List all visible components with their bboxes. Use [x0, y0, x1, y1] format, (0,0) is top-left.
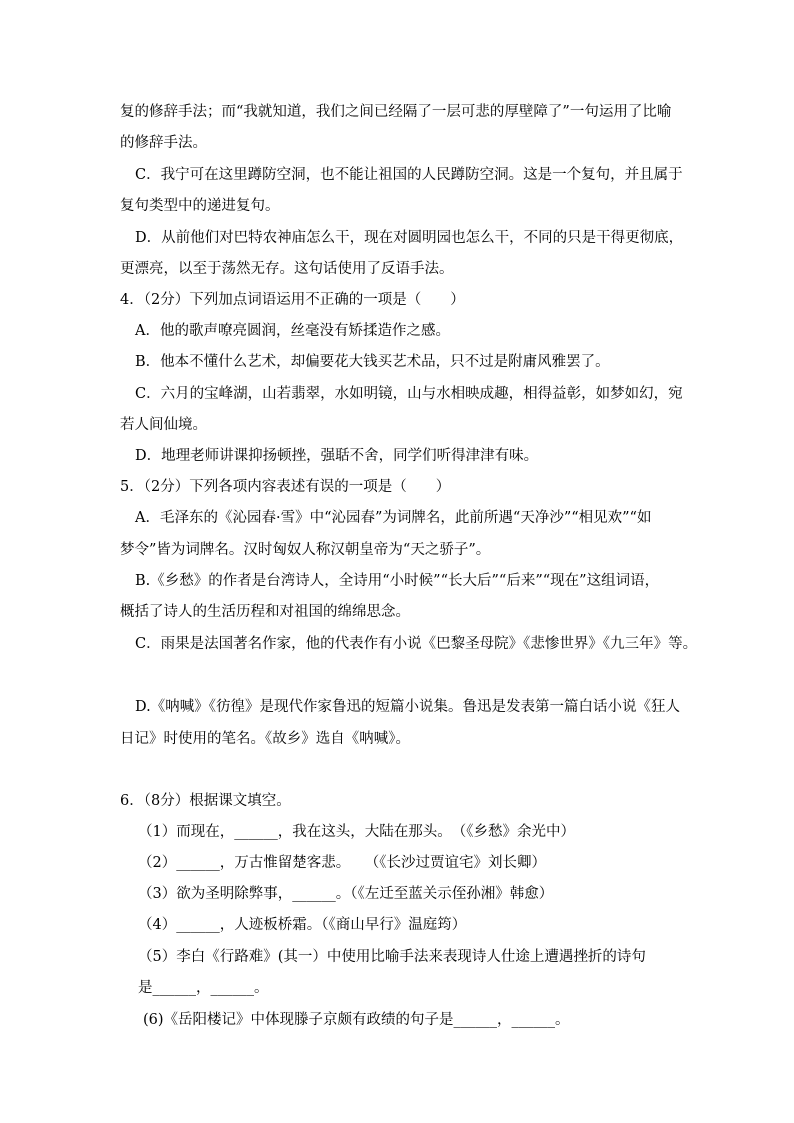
option-d: D．从前他们对巴特农神庙怎么干，现在对圆明园也怎么干，不同的只是干得更彻底，: [135, 230, 684, 246]
fill-blank-5-answer: 是______，______。: [138, 980, 269, 996]
fill-blank-3: （3）欲为圣明除弊事，______。（《左迁至蓝关示侄孙湘》韩愈）: [138, 886, 554, 902]
option-d: D.《呐喊》《彷徨》是现代作家鲁迅的短篇小说集。鲁迅是发表第一篇白话小说《狂人: [135, 699, 680, 715]
text-line: 日记》时使用的笔名。《故乡》选自《呐喊》。: [120, 731, 410, 747]
fill-blank-5: （5）李白《行路难》(其一）中使用比喻手法来表现诗人仕途上遭遇挫折的诗句: [138, 949, 646, 965]
option-a: A．他的歌声嘹亮圆润，丝毫没有矫揉造作之感。: [135, 323, 450, 339]
option-a: A．毛泽东的《沁园春·雪》中“沁园春”为词牌名，此前所遇“天净沙”“相见欢”“如: [135, 510, 652, 526]
option-b: B.《乡愁》的作者是台湾诗人，全诗用“小时候”“长大后”“后来”“现在”这组词语，: [135, 573, 660, 589]
question-4: 4．（2分）下列加点词语运用不正确的一项是（ ）: [120, 292, 465, 308]
option-c: C．雨果是法国著名作家，他的代表作有小说《巴黎圣母院》《悲惨世界》《九三年》等。: [135, 636, 698, 652]
option-c: C．六月的宝峰湖，山若翡翠，水如明镜，山与水相映成趣，相得益彰，如梦如幻，宛: [135, 386, 683, 402]
text-line: 更漂亮，以至于荡然无存。这句话使用了反语手法。: [120, 261, 454, 277]
question-6: 6．（8分）根据课文填空。: [120, 793, 291, 809]
fill-blank-1: （1）而现在，______，我在这头，大陆在那头。 （《乡愁》余光中）: [138, 824, 575, 840]
fill-blank-6: (6)《岳阳楼记》中体现滕子京颇有政绩的句子是______，______。: [143, 1012, 570, 1028]
fill-blank-2: （2）______，万古惟留楚客悲。 （《长沙过贾谊宅》刘长卿）: [138, 855, 546, 871]
text-line: 的修辞手法。: [120, 135, 207, 151]
text-line: 概括了诗人的生活历程和对祖国的绵绵思念。: [120, 604, 410, 620]
text-line: 复的修辞手法；而“我就知道，我们之间已经隔了一层可悲的厚壁障了”一句运用了比喻: [120, 104, 672, 120]
text-line: 复句类型中的递进复句。: [120, 198, 280, 214]
option-b: B．他本不懂什么艺术，却偏要花大钱买艺术品，只不过是附庸风雅罢了。: [135, 354, 610, 370]
text-line: 梦令”皆为词牌名。汉时匈奴人称汉朝皇帝为“天之骄子”。: [120, 542, 491, 558]
fill-blank-4: （4）______，人迹板桥霜。（《商山早行》温庭筠）: [138, 917, 467, 933]
option-c: C．我宁可在这里蹲防空洞，也不能让祖国的人民蹲防空洞。这是一个复句，并且属于: [135, 167, 683, 183]
question-5: 5．（2分）下列各项内容表述有误的一项是（ ）: [120, 479, 451, 495]
option-d: D．地理老师讲课抑扬顿挫，强聒不舍，同学们听得津津有味。: [135, 448, 539, 464]
text-line: 若人间仙境。: [120, 417, 207, 433]
